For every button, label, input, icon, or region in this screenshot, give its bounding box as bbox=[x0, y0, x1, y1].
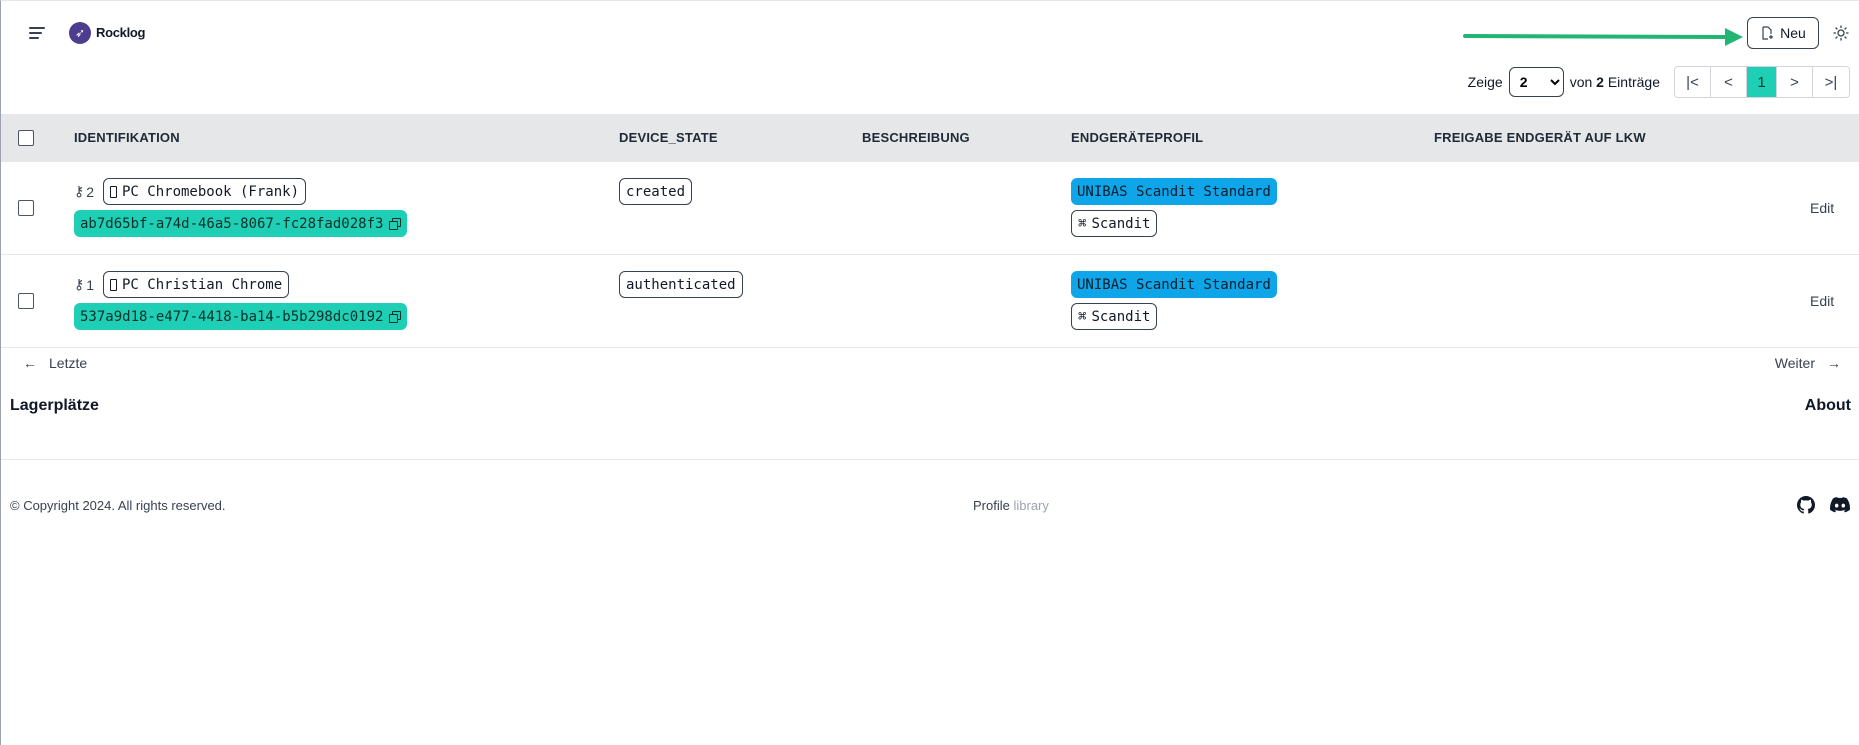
total-count: 2 bbox=[1596, 74, 1604, 90]
scan-icon: ⌘ bbox=[1078, 308, 1087, 325]
phone-icon bbox=[110, 279, 117, 291]
entries-label: Einträge bbox=[1607, 74, 1660, 90]
scanner-name: Scandit bbox=[1091, 308, 1151, 325]
uuid-chip[interactable] bbox=[74, 303, 407, 330]
uuid-chip[interactable] bbox=[74, 210, 407, 237]
pagination-bar bbox=[1468, 66, 1850, 98]
top-bar bbox=[1, 1, 1859, 65]
column-header-truck-release[interactable]: FREIGABE ENDGERÄT AUF LKW bbox=[1434, 130, 1646, 145]
table-row bbox=[1, 255, 1859, 348]
sun-icon[interactable] bbox=[1833, 25, 1849, 41]
menu-icon[interactable] bbox=[27, 23, 47, 43]
current-page-button[interactable]: 1 bbox=[1747, 67, 1777, 97]
scanner-chip bbox=[1071, 303, 1157, 330]
last-page-button[interactable]: >| bbox=[1813, 67, 1849, 97]
copyright-text: © Copyright 2024. All rights reserved. bbox=[10, 498, 226, 513]
profile-label: Profile bbox=[973, 498, 1010, 513]
uuid-value: 537a9d18-e477-4418-ba14-b5b298dc0192 bbox=[80, 308, 384, 325]
copy-icon[interactable] bbox=[389, 218, 401, 230]
entries-count bbox=[1570, 74, 1660, 90]
next-page-label: Weiter bbox=[1774, 355, 1815, 371]
arrow-left-icon: ← bbox=[23, 355, 37, 371]
github-icon[interactable] bbox=[1797, 496, 1815, 514]
device-name-chip bbox=[103, 271, 289, 298]
table-header bbox=[1, 114, 1859, 162]
next-page-link[interactable] bbox=[1775, 355, 1841, 371]
copy-icon[interactable] bbox=[389, 311, 401, 323]
first-page-button[interactable]: |< bbox=[1675, 67, 1711, 97]
device-state-badge: authenticated bbox=[619, 271, 743, 298]
column-header-description[interactable]: BESCHREIBUNG bbox=[862, 130, 970, 145]
footer-divider bbox=[1, 459, 1859, 460]
page-buttons bbox=[1674, 66, 1850, 98]
row-checkbox[interactable] bbox=[18, 293, 34, 309]
profile-badge: UNIBAS Scandit Standard bbox=[1071, 271, 1277, 298]
key-icon: ⚷ bbox=[74, 276, 85, 292]
select-all-checkbox[interactable] bbox=[18, 130, 34, 146]
rocket-logo-icon[interactable]: ➶ bbox=[69, 22, 91, 44]
profile-badge: UNIBAS Scandit Standard bbox=[1071, 178, 1277, 205]
prev-page-link[interactable] bbox=[23, 355, 87, 371]
scan-icon: ⌘ bbox=[1078, 215, 1087, 232]
show-label: Zeige bbox=[1467, 74, 1503, 90]
row-checkbox[interactable] bbox=[18, 200, 34, 216]
about-link[interactable]: About bbox=[1804, 397, 1851, 414]
library-label: library bbox=[1013, 498, 1049, 513]
prev-page-label: Letzte bbox=[49, 355, 88, 371]
file-plus-icon bbox=[1760, 26, 1774, 40]
profile-library-link[interactable] bbox=[973, 498, 1049, 513]
column-header-device-profile[interactable]: ENDGERÄTEPROFIL bbox=[1071, 130, 1204, 145]
brand-name[interactable]: Rocklog bbox=[96, 25, 146, 40]
device-name: PC Chromebook (Frank) bbox=[122, 183, 300, 200]
device-name: PC Christian Chrome bbox=[122, 276, 283, 293]
prev-page-button[interactable]: < bbox=[1711, 67, 1747, 97]
new-button-label: Neu bbox=[1780, 25, 1806, 41]
edit-link[interactable]: Edit bbox=[1810, 293, 1835, 309]
new-button[interactable] bbox=[1747, 17, 1819, 49]
key-id bbox=[74, 276, 94, 293]
page-size-select[interactable] bbox=[1509, 67, 1564, 97]
edit-link[interactable]: Edit bbox=[1810, 200, 1835, 216]
key-id-value: 2 bbox=[86, 183, 95, 200]
of-label: von bbox=[1569, 74, 1593, 90]
scanner-chip bbox=[1071, 210, 1157, 237]
device-name-chip bbox=[103, 178, 306, 205]
phone-icon bbox=[110, 186, 117, 198]
scanner-name: Scandit bbox=[1091, 215, 1151, 232]
storage-locations-link[interactable]: Lagerplätze bbox=[10, 397, 99, 414]
arrow-right-icon: → bbox=[1827, 355, 1841, 371]
table-row bbox=[1, 162, 1859, 255]
key-icon: ⚷ bbox=[74, 183, 85, 199]
discord-icon[interactable] bbox=[1830, 497, 1850, 513]
key-id bbox=[74, 183, 94, 200]
column-header-device-state[interactable]: DEVICE_STATE bbox=[619, 130, 718, 145]
arrow-annotation-icon bbox=[1463, 25, 1743, 49]
column-header-identification[interactable]: IDENTIFIKATION bbox=[74, 130, 180, 145]
device-state-badge: created bbox=[619, 178, 692, 205]
uuid-value: ab7d65bf-a74d-46a5-8067-fc28fad028f3 bbox=[80, 215, 384, 232]
next-page-button[interactable]: > bbox=[1777, 67, 1813, 97]
key-id-value: 1 bbox=[86, 276, 95, 293]
